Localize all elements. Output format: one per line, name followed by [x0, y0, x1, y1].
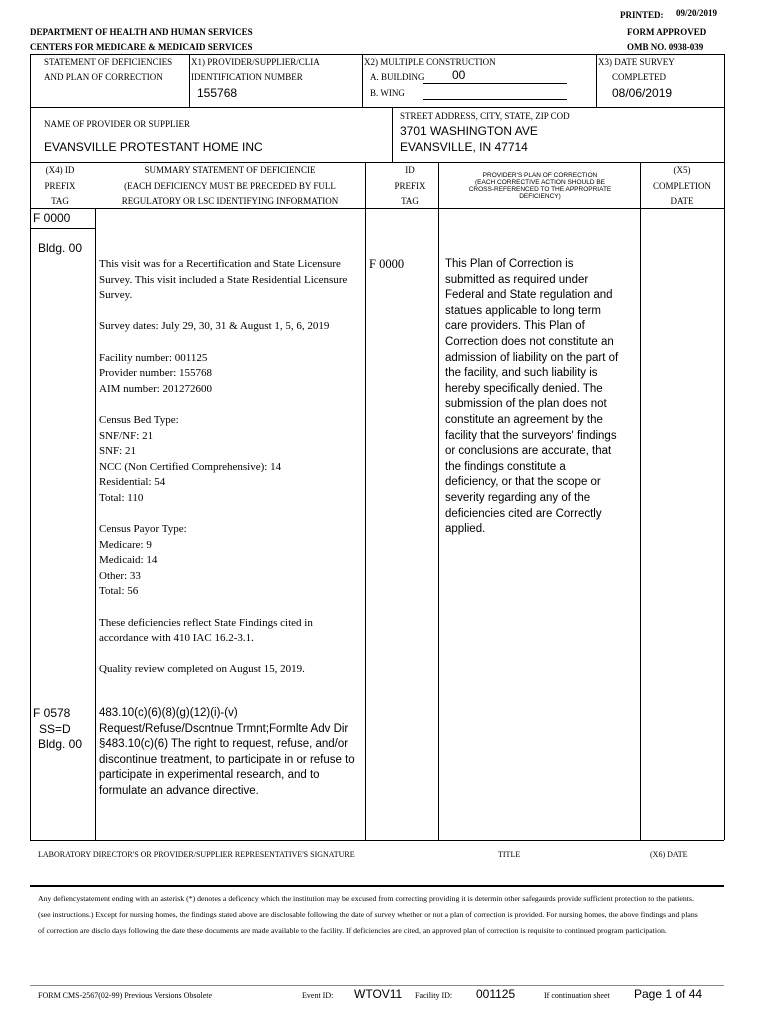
col-id-tag: TAG: [401, 196, 419, 206]
col-plan-title: PROVIDER'S PLAN OF CORRECTION: [482, 172, 598, 179]
x1-label: X1) PROVIDER/SUPPLIER/CLIA: [191, 57, 320, 67]
f0578-regulation: 483.10(c)(6)(8)(g)(12)(i)-(v): [99, 707, 238, 719]
header-box-bottom: [30, 162, 724, 163]
col-x5-date: DATE: [670, 196, 694, 206]
summary-bed-type: Census Bed Type:: [99, 413, 179, 426]
address-label: STREET ADDRESS, CITY, STATE, ZIP COD: [400, 111, 570, 121]
col-x4-tag: TAG: [51, 196, 69, 206]
col-summary-note-2: REGULATORY OR LSC IDENTIFYING INFORMATION: [121, 196, 339, 206]
tag-f0000: F 0000: [33, 211, 71, 225]
body-divider-3: [438, 162, 439, 840]
department-name: DEPARTMENT OF HEALTH AND HUMAN SERVICES: [30, 27, 253, 37]
summary-aim-number: AIM number: 201272600: [99, 382, 213, 395]
f0578-text: [99, 706, 361, 800]
col-plan-note-1: (EACH CORRECTIVE ACTION SHOULD BE: [474, 179, 606, 186]
date-label: (X6) DATE: [650, 850, 688, 859]
form-approved: FORM APPROVED: [627, 27, 707, 37]
summary-residential: Residential: 54: [99, 476, 166, 489]
bldg-f0578: Bldg. 00: [38, 737, 83, 751]
wing-underline: [423, 99, 567, 100]
summary-bed-total: Total: 110: [99, 491, 144, 504]
right-border: [724, 54, 725, 840]
body-divider-2: [365, 162, 366, 840]
centers-name: CENTERS FOR MEDICARE & MEDICAID SERVICES: [30, 42, 253, 52]
x1-value: 155768: [197, 86, 238, 100]
title-label: TITLE: [498, 850, 521, 859]
address-city: EVANSVILLE, IN 47714: [400, 140, 528, 154]
body-bottom: [30, 840, 724, 841]
col-plan-note-2: CROSS-REFERENCED TO THE APPROPRIATE: [468, 186, 612, 193]
statement-label: STATEMENT OF DEFICIENCIES: [44, 57, 173, 67]
summary-medicaid: Medicaid: 14: [99, 554, 158, 567]
bldg-f0000: Bldg. 00: [38, 241, 83, 255]
body-divider-4: [640, 162, 641, 840]
f0578-title: Request/Refuse/Dscntnue Trmnt;Formlte Adv Dir: [99, 722, 349, 735]
summary-quality-review: Quality review completed on August 15, 2019.: [99, 663, 305, 676]
signature-bottom-line: [30, 885, 724, 887]
summary-provider-number: Provider number: 155768: [99, 367, 213, 380]
x3-sublabel: COMPLETED: [612, 72, 666, 82]
signature-label: LABORATORY DIRECTOR'S OR PROVIDER/SUPPLIER REPRESENTATIVE'S SIGNATURE: [38, 850, 355, 859]
col-x4-id: (X4) ID: [45, 165, 75, 175]
footer-line: [30, 985, 724, 986]
summary-state-findings: These deficiencies reflect State Findings cited in accordance with 410 IAC 16.2-3.1.: [99, 616, 313, 645]
x3-value: 08/06/2019: [612, 86, 673, 100]
col-id: ID: [405, 165, 415, 175]
x2-label: X2) MULTIPLE CONSTRUCTION: [364, 57, 496, 67]
col-summary-note: (EACH DEFICIENCY MUST BE PRECEDED BY FULL: [124, 181, 336, 191]
col-plan-note-3: DEFICIENCY): [519, 193, 561, 200]
address-street: 3701 WASHINGTON AVE: [400, 124, 538, 138]
col-id-prefix: PREFIX: [394, 181, 426, 191]
wing-label: B. WING: [370, 88, 405, 98]
header-divider-2: [362, 54, 363, 107]
col-x5-completion: COMPLETION: [653, 181, 711, 191]
omb-number: OMB NO. 0938-039: [627, 42, 704, 52]
building-label: A. BUILDING: [370, 72, 425, 82]
printed-date: 09/20/2019: [676, 8, 718, 18]
summary-ncc: NCC (Non Certified Comprehensive): 14: [99, 460, 282, 473]
summary-payor-type: Census Payor Type:: [99, 523, 187, 536]
header-divider-1: [189, 54, 190, 107]
event-id-label: Event ID:: [302, 991, 334, 1000]
facility-id-label: Facility ID:: [415, 991, 453, 1000]
tag-underline: [30, 228, 95, 229]
summary-facility-number: Facility number: 001125: [99, 351, 208, 364]
header-box-top: [30, 54, 724, 55]
header-divider-4: [392, 107, 393, 162]
summary-medicare: Medicare: 9: [99, 538, 152, 551]
tag-f0578: F 0578: [33, 706, 71, 720]
col-x5: (X5): [673, 165, 691, 175]
col-summary-title: SUMMARY STATEMENT OF DEFICIENCIE: [144, 165, 316, 175]
x3-label: X3) DATE SURVEY: [598, 57, 675, 67]
summary-statement: [99, 257, 361, 678]
column-header-bottom: [30, 208, 724, 209]
printed-label: PRINTED:: [620, 10, 664, 20]
plan-of-correction: This Plan of Correction is submitted as required under Federal and State regulation and statues applicable to long term care providers. This Plan of Correction does not constitute an admission of liability on the part of the facility, and such liability is hereby specifically denied. The submission of the plan does not constitute an agreement by the facility that the surveyors' findings or conclusions are accurate, that the findings constitute a deficiency, or that the scope or severity regarding any of the deficiencies cited are Correctly applied.: [445, 258, 619, 536]
summary-snf-nf: SNF/NF: 21: [99, 429, 154, 442]
page-number: Page 1 of 44: [634, 987, 703, 1001]
facility-id-value: 001125: [476, 987, 516, 1001]
building-value: 00: [452, 68, 466, 82]
x1-sublabel: IDENTIFICATION NUMBER: [191, 72, 303, 82]
id-tag-f0000: F 0000: [369, 257, 405, 271]
col-x4-prefix: PREFIX: [44, 181, 76, 191]
plan-label: AND PLAN OF CORRECTION: [44, 72, 163, 82]
header-divider-3: [596, 54, 597, 107]
event-id-value: WTOV11: [354, 987, 403, 1001]
continuation-label: If continuation sheet: [544, 991, 610, 1000]
summary-para-dates: Survey dates: July 29, 30, 31 & August 1, 5, 6, 2019: [99, 320, 330, 333]
summary-other: Other: 33: [99, 569, 141, 582]
summary-snf: SNF: 21: [99, 445, 136, 458]
header-box-divider: [30, 107, 724, 108]
f0578-description: §483.10(c)(6) The right to request, refuse, and/or discontinue treatment, to participate in or refuse to participate in experimental research, and to formulate an advance directive.: [99, 738, 355, 797]
footnote: Any defiencystatement ending with an asterisk (*) denotes a deficency which the institution may be excused from correcting providing it is determin other safegaurds provide sufficient protection to the patients. (see instructions.) Except for nursing homes, the findings stated above are disclosable following the date of survey whether or not a plan of correction is provided. For nursing homes, the above findings and plans of correction are disclo days following the date these documents are made available to the facility. If deficiencies are cited, an approved plan of correction is requisite to continued program participation.: [38, 894, 698, 935]
summary-payor-total: Total: 56: [99, 585, 139, 598]
provider-name: EVANSVILLE PROTESTANT HOME INC: [44, 140, 263, 154]
summary-para-visit: This visit was for a Recertification and State Licensure Survey. This visit included a State Residential Licensure Survey.: [99, 258, 348, 302]
scope-severity: SS=D: [39, 722, 71, 736]
form-id: FORM CMS-2567(02-99) Previous Versions Obsolete: [38, 991, 213, 1000]
building-underline: [423, 83, 567, 84]
body-divider-1: [95, 208, 96, 840]
provider-name-label: NAME OF PROVIDER OR SUPPLIER: [44, 119, 191, 129]
